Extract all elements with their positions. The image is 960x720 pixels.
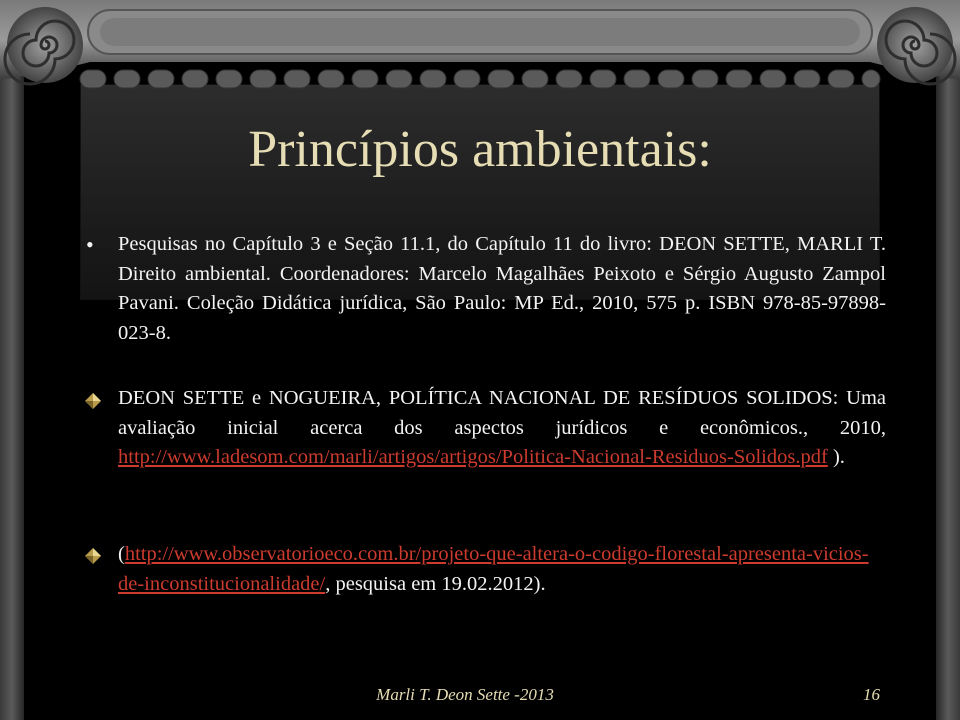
column-capital [0,0,960,90]
entry-text: DEON SETTE e NOGUEIRA, POLÍTICA NACIONAL DE RESÍDUOS SOLIDOS: Uma avaliação inicial acerca dos aspectos jurídicos e econômicos., 2010, [118,387,886,439]
footer-author: Marli T. Deon Sette -2013 [376,685,554,704]
right-pillar [936,0,960,720]
reference-entry-web [118,540,886,599]
entry-text: ( [118,543,125,565]
entry-text-after: , pesquisa em 19.02.2012). [325,572,546,595]
entry-text: Pesquisas no Capítulo 3 e Seção 11.1, do Capítulo 11 do livro: DEON SETTE, MARLI T. Direito ambiental. Coordenadores: Marcelo Magalhães Peixoto e Sérgio Augusto Zampol Pavani. Coleção Didática jurídica, São Paulo: MP Ed., 2010, 575 p. ISBN 978-85-97898-023-8. [118,233,886,344]
diamond-bullet-icon [84,547,102,565]
observatorio-link[interactable]: http://www.observatorioeco.com.br/projeto-que-altera-o-codigo-florestal-apresenta-vicios-de-inconstitucionalidade/ [118,543,869,595]
diamond-bullet-icon [84,392,102,410]
entry-text-after: ). [827,446,845,468]
article-pdf-link[interactable]: http://www.ladesom.com/marli/artigos/artigos/Politica-Nacional-Residuos-Solidos.pdf [118,446,828,468]
slide-title: Princípios ambientais: [248,121,712,178]
dentil-row [80,70,880,88]
reference-entry-article [118,384,886,473]
left-pillar [0,0,24,720]
reference-entry-book [118,230,886,348]
page-number: 16 [863,685,880,704]
bullet-dot: • [86,232,94,257]
